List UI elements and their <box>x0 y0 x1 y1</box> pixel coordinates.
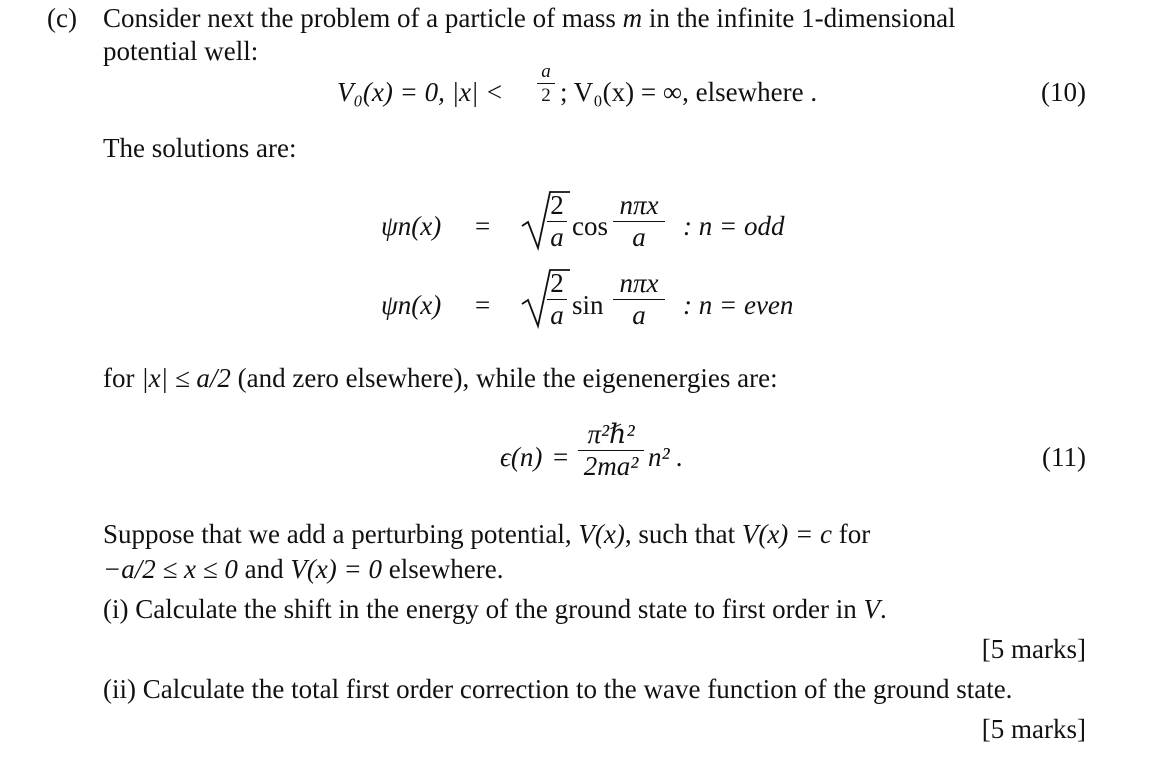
sqrt-fraction: 2 a <box>547 192 567 251</box>
equals-sign: = <box>475 211 491 241</box>
marks-i: [5 marks] <box>981 634 1086 664</box>
sqrt-fraction: 2 a <box>547 270 567 329</box>
condition-even: : n = even <box>683 290 794 320</box>
sin-function: sin <box>572 290 604 320</box>
eq11-fraction: π²ℏ² 2ma² <box>578 421 644 480</box>
intro-line-2: potential well: <box>103 36 259 66</box>
marks-ii: [5 marks] <box>981 714 1086 744</box>
eq10-lhs: V₀(x) = 0, |x| < <box>337 77 504 107</box>
perturbation-line-2: −a/2 ≤ x ≤ 0 and V(x) = 0 elsewhere. <box>103 554 504 584</box>
intro-line-1 <box>103 5 956 32</box>
part-label: (c) <box>47 3 77 33</box>
eq10-fraction: a 2 <box>537 62 555 105</box>
intro-text-end: in the infinite 1-dimensional <box>648 3 956 33</box>
argument-fraction: nπx a <box>613 270 665 329</box>
perturbation-line-1: Suppose that we add a perturbing potential, V(x), such that V(x) = c for <box>103 519 871 549</box>
psi-lhs: ψn(x) <box>381 211 442 241</box>
equals-sign: = <box>553 442 569 472</box>
domain-line: for |x| ≤ a/2 (and zero elsewhere), while the eigenenergies are: <box>103 363 778 393</box>
condition-odd: : n = odd <box>683 211 785 241</box>
eq11-lhs: ϵ(n) <box>500 442 543 472</box>
question-ii: (ii) Calculate the total first order correction to the wave function of the ground state. <box>103 674 1013 704</box>
cos-function: cos <box>572 211 608 241</box>
eq11-rhs: n² . <box>648 442 684 472</box>
intro-text: Consider next the problem of a particle of mass <box>103 3 616 33</box>
equation-number-11: (11) <box>1042 442 1086 472</box>
equals-sign: = <box>475 290 491 320</box>
argument-fraction: nπx a <box>613 192 665 251</box>
question-i: (i) Calculate the shift in the energy of the ground state to first order in V. <box>103 594 887 624</box>
equation-number-10: (10) <box>1041 77 1086 107</box>
psi-lhs: ψn(x) <box>381 290 442 320</box>
solutions-label: The solutions are: <box>103 133 297 163</box>
domain-math: |x| ≤ a/2 <box>141 363 231 393</box>
mass-symbol: m <box>622 3 643 33</box>
eq10-rhs: ; V₀(x) = ∞, elsewhere . <box>560 77 818 107</box>
